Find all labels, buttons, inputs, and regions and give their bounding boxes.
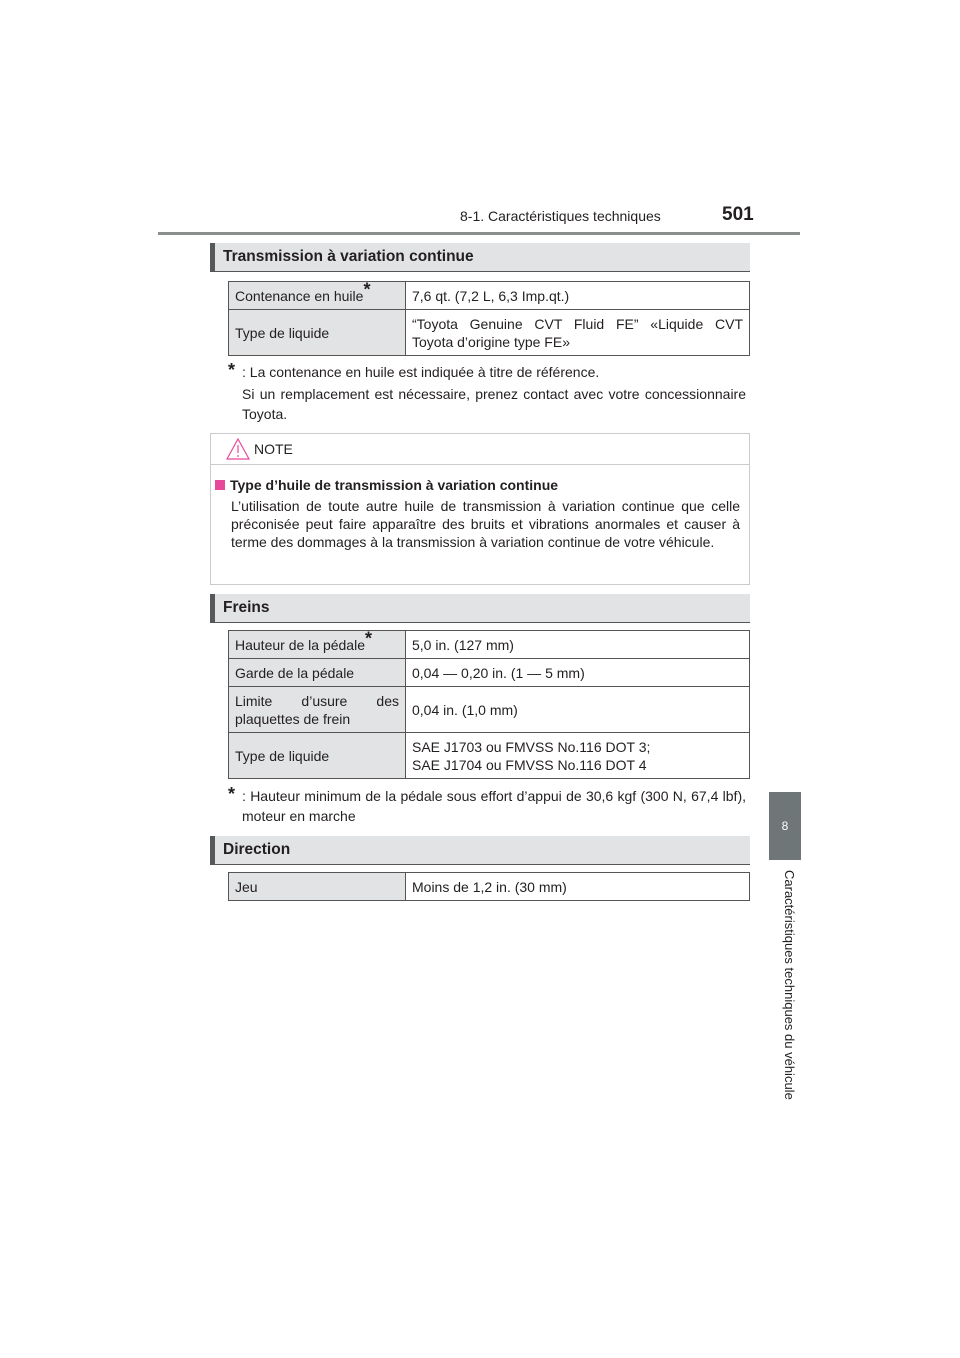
freins-spec-table	[228, 627, 750, 779]
spec-value: Moins de 1,2 in. (30 mm)	[406, 873, 750, 901]
spec-label: Contenance en huile*	[229, 282, 406, 310]
asterisk-mark: *	[365, 627, 373, 648]
section-header-bar	[210, 243, 215, 271]
chapter-tab	[769, 792, 801, 860]
direction-spec-table	[228, 872, 750, 901]
spec-label: Limite d’usure des plaquettes de frein	[229, 687, 406, 733]
bullet-square-icon	[215, 480, 225, 490]
spec-value: SAE J1703 ou FMVSS No.116 DOT 3; SAE J1704 ou FMVSS No.116 DOT 4	[406, 733, 750, 779]
section-title: Freins	[223, 599, 270, 616]
spec-label: Type de liquide	[229, 733, 406, 779]
note-title: Type d’huile de transmission à variation continue	[215, 477, 558, 493]
transmission-spec-table	[228, 278, 750, 356]
table-row	[229, 873, 750, 901]
spec-label: Garde de la pédale	[229, 659, 406, 687]
chapter-title: Caractéristiques techniques du véhicule	[782, 870, 797, 1100]
section-header-transmission	[210, 243, 750, 272]
section-title: Transmission à variation continue	[223, 248, 474, 265]
table-row	[229, 631, 750, 659]
section-title: Direction	[223, 841, 291, 858]
spec-value: 0,04 in. (1,0 mm)	[406, 687, 750, 733]
note-header	[211, 434, 749, 465]
footnote-transmission: * : La contenance en huile est indiquée à titre de référence. Si un remplacement est nécessaire, prenez contact avec votre concessionnaire Toyota.	[228, 360, 746, 422]
section-header-bar	[210, 594, 215, 622]
table-row	[229, 733, 750, 779]
footnote-text: Si un remplacement est nécessaire, prenez contact avec votre concessionnaire Toyota.	[242, 386, 746, 422]
note-label: NOTE	[254, 441, 293, 457]
section-header-direction	[210, 836, 750, 865]
table-row	[229, 659, 750, 687]
footnote-text: : La contenance en huile est indiquée à titre de référence.	[242, 364, 600, 380]
footnote-text: : Hauteur minimum de la pédale sous effort d’appui de 30,6 kgf (300 N, 67,4 lbf), moteur en marche	[242, 788, 746, 824]
header-divider	[158, 232, 800, 235]
spec-value: 7,6 qt. (7,2 L, 6,3 Imp.qt.)	[406, 282, 750, 310]
note-box	[210, 433, 750, 585]
asterisk-mark: *	[363, 278, 371, 299]
warning-icon	[226, 438, 250, 460]
spec-value: 0,04 — 0,20 in. (1 — 5 mm)	[406, 659, 750, 687]
note-body: L’utilisation de toute autre huile de transmission à variation continue que celle préconisée peut faire apparaître des bruits et vibrations anormales et causer à terme des dommages à la transmission à variation continue de votre véhicule.	[231, 498, 740, 550]
spec-label: Hauteur de la pédale*	[229, 631, 406, 659]
spec-value: “Toyota Genuine CVT Fluid FE” «Liquide CVT Toyota d’origine type FE»	[406, 310, 750, 356]
spec-label: Type de liquide	[229, 310, 406, 356]
table-row	[229, 310, 750, 356]
section-header-freins	[210, 594, 750, 623]
chapter-number: 8	[781, 819, 789, 833]
running-header: 8-1. Caractéristiques techniques	[460, 208, 661, 224]
table-row	[229, 282, 750, 310]
spec-label: Jeu	[229, 873, 406, 901]
section-header-bar	[210, 836, 215, 864]
spec-value: 5,0 in. (127 mm)	[406, 631, 750, 659]
table-row	[229, 687, 750, 733]
page-number: 501	[722, 204, 754, 225]
footnote-freins: * : Hauteur minimum de la pédale sous effort d’appui de 30,6 kgf (300 N, 67,4 lbf), moteur en marche	[228, 784, 746, 824]
